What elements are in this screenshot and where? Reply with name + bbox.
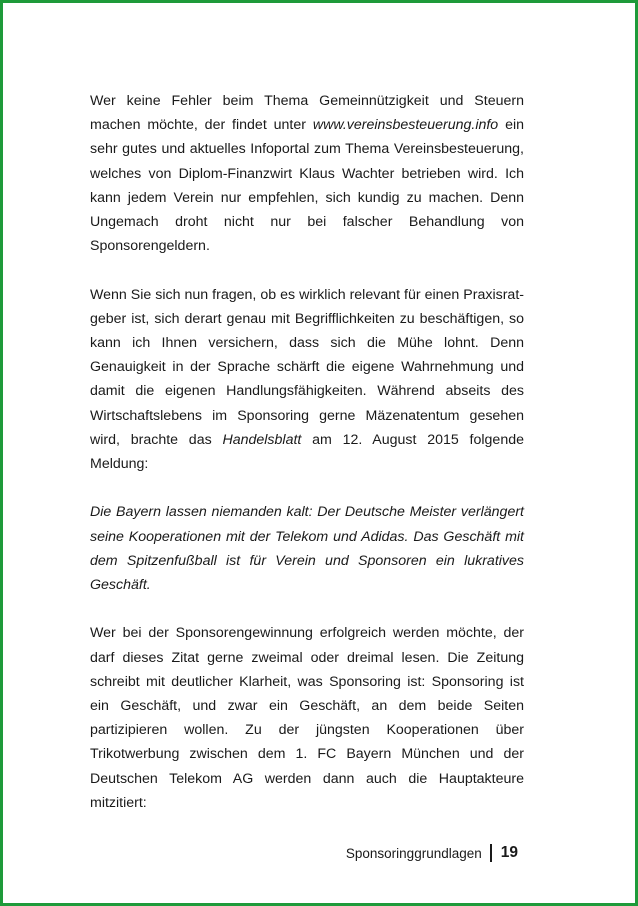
paragraph-1-text-end: ein sehr gutes und aktuelles Infoportal zum Thema Vereinsbesteuerung, welches von Diplom-Finanzwirt Klaus Wachter betrieben wird. Ich kann jedem Verein nur empfehlen, sich kundig zu machen. Denn Ungemach droht nicht nur bei falscher Behandlung von Sponsorengeldern. (90, 117, 525, 255)
paragraph-2-text-end: am 12. August 2015 folgende Meldung: (90, 431, 524, 473)
page-number: 19 (500, 844, 518, 861)
paragraph-2-text-start: Wenn Sie sich nun fragen, ob es wirklich relevant für einen Praxisratgeber ist, sich derart genau mit Begrifflichkeiten zu beschäftigen, so kann ich Ihnen versichern, dass sich die Mühe lohnt. Denn Genauigkeit in der Sprache schärft die eigene Wahrnehmung und damit die eigenen Handlungsfähigkeiten. Während abseits des Wirtschaftslebens im Sponsoring gerne Mäzenatentum gesehen wird, brachte das (90, 286, 524, 448)
paragraph-3: Wer bei der Sponsorengewinnung erfolgreich werden möchte, der darf dieses Zitat gerne zweimal oder dreimal lesen. Die Zeitung schreibt mit deutlicher Klarheit, was Sponsoring ist: Sponsoring ist ein Geschäft, und zwar ein Geschäft, an dem beide Seiten partizipieren wollen. Zu der jüngsten Kooperationen über Trikotwerbung zwischen dem 1. FC Bayern München und der Deutschen Telekom AG werden dann auch die Hauptakteure mitzitiert: (90, 625, 524, 811)
newspaper-quote: Die Bayern lassen niemanden kalt: Der Deutsche Meister verlängert seine Kooperationen mit der Telekom und Adidas. Das Geschäft mit dem Spitzenfußball ist für Verein und Sponsoren ein lukratives Geschäft. (90, 504, 524, 594)
footer-separator (490, 844, 492, 862)
publication-name: Handelsblatt (222, 431, 302, 448)
website-reference: www.vereinsbesteuerung.info (312, 117, 499, 134)
running-title: Sponsoringgrundlagen (345, 845, 482, 861)
paragraph-1-text-start: Wer keine Fehler beim Thema Gemeinnützigkeit und Steuern machen möchte, der findet unter (90, 93, 524, 134)
paragraph-1 (90, 89, 524, 258)
page-footer (346, 842, 518, 864)
paragraph-2 (90, 283, 524, 477)
body-text (90, 89, 524, 815)
